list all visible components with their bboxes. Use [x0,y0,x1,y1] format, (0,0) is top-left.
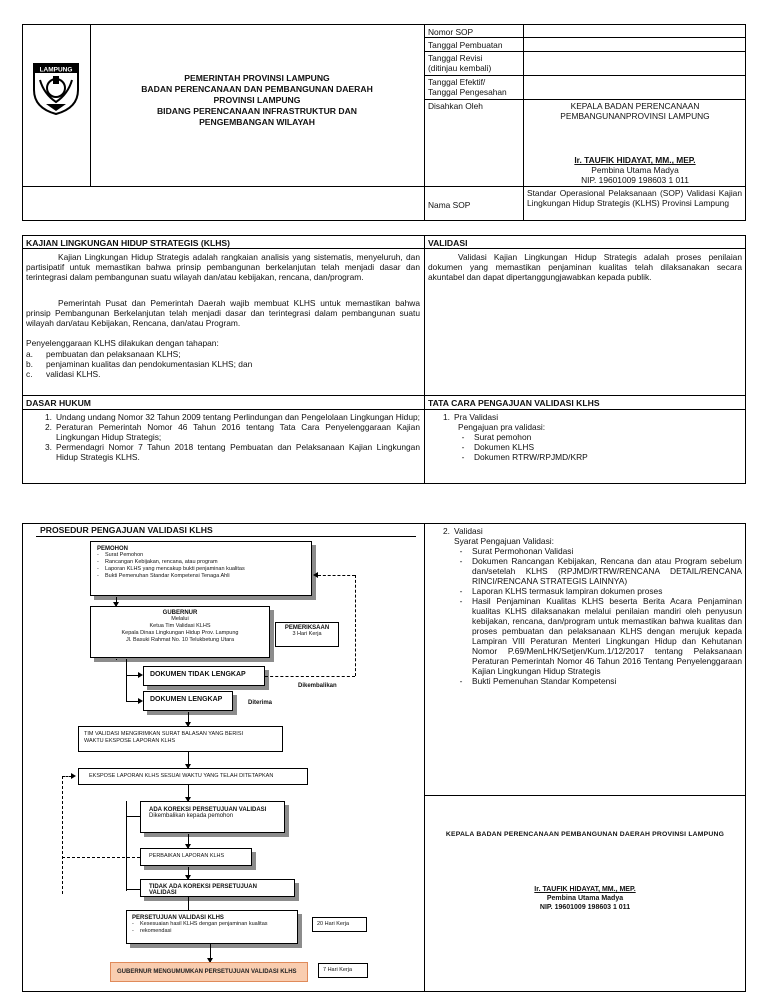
approver-name: Ir. TAUFIK HIDAYAT, MM., MEP. [574,155,696,165]
validasi-title: VALIDASI [428,238,468,248]
approver-title [526,101,744,121]
item-mark: 2. [443,526,450,536]
approver-rank: Pembina Utama Madya [591,165,679,175]
tidak-ada-koreksi-box [140,879,295,897]
list-item: - rekomendasi [132,928,172,934]
list-item [26,359,420,369]
list-item [428,412,742,422]
list-item: - Laporan KLHS yang mencakup bukti penjaminan kualitas [97,566,245,572]
item-mark: 3. [45,442,52,452]
svg-text:LAMPUNG: LAMPUNG [39,66,73,74]
pemeriksaan-title: PEMERIKSAAN [284,625,330,631]
list-item [26,412,420,422]
approver-nip: NIP. 19601009 198603 1 011 [581,175,689,185]
item-text: Laporan KLHS termasuk lampiran dokumen proses [472,586,663,596]
list-item: - Dokumen KLHS [461,442,535,452]
item-sub: Syarat Pengajuan Validasi: [454,536,554,546]
footer-sign-rank: Pembina Utama Madya [546,895,624,902]
pemohon-item: Surat Pemohon [105,552,144,558]
item-mark: 2. [45,422,52,432]
list-item [26,369,420,379]
org-line-5: PENGEMBANGAN WILAYAH [199,117,315,127]
klhs-paragraph-1: Kajian Lingkungan Hidup Strategis adalah rangkaian analisis yang sistematis, menyeluruh, dan partisipatif untuk memastikan bahwa prinsip pembangunan berkelanjutan telah menjadi dasar dan terintegrasi dalam pembangunan suatu wilayah dan/atau kebijakan, rencana, dan/program. [26,252,420,282]
persetujuan-item: Kesesuaian hasil KLHS dengan penjaminan kualitas [140,921,268,927]
tata-cara-list [428,412,742,462]
item-text: Surat pemohon [474,432,532,442]
dokumen-tidak-lengkap-box [143,666,265,686]
pemohon-item: Laporan KLHS yang mencakup bukti penjaminan kualitas [105,566,245,572]
klhs-paragraph-2: Pemerintah Pusat dan Pemerintah Daerah wajib membuat KLHS untuk memastikan bahwa prinsip Pembangunan Berkelanjutan telah menjadi dasar dan terintegrasi dalam pembangunan suatu wilayah dan/atau Kebijakan, Rencana, dan/atau Program. [26,298,420,328]
dasar-hukum-list [26,412,420,462]
gubernur-line: Kepala Dinas Lingkungan Hidup Prov. Lampung [121,630,239,636]
nama-sop-value: Standar Operasional Pelaksanaan (SOP) Validasi Kajian Lingkungan Hidup Strategis (KLHS) Provinsi Lampung [527,188,742,208]
tidak-ada-koreksi-label: TIDAK ADA KOREKSI PERSETUJUAN VALIDASI [149,884,257,896]
footer-sign-nip: NIP. 19601009 198603 1 011 [539,904,631,911]
klhs-steps [26,349,420,379]
item-mark: 1. [45,412,52,422]
list-item: - Bukti Pemenuhan Standar Kompetensi [459,676,617,686]
ekspose-label: EKSPOSE LAPORAN KLHS SESUAI WAKTU YANG TELAH DITETAPKAN [89,773,274,779]
list-item [26,442,420,462]
list-item [428,526,742,536]
list-item: - Hasil Penjaminan Kualitas KLHS beserta Berita Acara Penjaminan kualitas KLHS dilaksanakan melalui penilaian mandiri oleh penyusun kebijakan, rencana, dan/program untuk memastikan bahwa kualitas dan proses pembuatan dan pelaksanaan KLHS dengan merujuk kepada Lampiran VIII Peraturan Menteri Lingkungan Hidup dan Kehutanan Nomor P.69/MenLHK/Setjen/Kum.1/12/2017 tentang Pelaksanaan Peraturan Pemerintah Nomor 46 Tahun 2016 Tentang Penyelenggaraan Kajian Lingkungan Hidup Strategis [459,596,742,676]
list-item: - Surat Permohonan Validasi [459,546,574,556]
dokumen-lengkap-box [143,691,233,711]
pemohon-item: Rancangan Kebijakan, rencana, atau program [105,559,218,565]
label-tanggal-pengesahan: Tanggal Pengesahan [428,87,507,97]
label-disahkan-oleh: Disahkan Oleh [428,101,483,111]
org-line-2: BADAN PERENCANAAN DAN PEMBANGUNAN DAERAH [141,84,373,94]
list-item: - Surat pemohon [461,432,532,442]
hari-7-label: 7 Hari Kerja [323,967,353,973]
label-tanggal-efektif: Tanggal Efektif/ [428,77,486,87]
pemohon-box [90,541,312,596]
persetujuan-box [126,910,298,944]
ada-koreksi-box [140,801,285,833]
persetujuan-item: rekomendasi [140,928,172,934]
approver-title-1: KEPALA BADAN PERENCANAAN [570,101,700,111]
label-nama-sop: Nama SOP [428,200,471,210]
ekspose-box [78,768,308,785]
list-item: - Dokumen Rancangan Kebijakan, Rencana dan atau Program sebelum dan/setelah KLHS (RPJMD/RTRW/RENCANA DETAIL/RENCANA RINCI/RENCANA STRATEGIS LAINNYA) [459,556,742,586]
tim-validasi-line-1: TIM VALIDASI MENGIRIMKAN SURAT BALASAN YANG BERISI [84,731,244,737]
step-mark: b. [26,359,33,369]
item-mark: 1. [443,412,450,422]
step-text: pembuatan dan pelaksanaan KLHS; [46,349,181,359]
prosedur-title: PROSEDUR PENGAJUAN VALIDASI KLHS [40,525,213,535]
list-item [26,422,420,442]
arrow-down [210,944,211,962]
item-text: Dokumen RTRW/RPJMD/KRP [474,452,588,462]
pemohon-title: PEMOHON [97,546,129,552]
item-title: Validasi [454,526,483,536]
persetujuan-title: PERSETUJUAN VALIDASI KLHS [132,915,224,921]
approver-signature [526,155,744,185]
klhs-title: KAJIAN LINGKUNGAN HIDUP STRATEGIS (KLHS) [26,238,231,248]
list-item [26,349,420,359]
gubernur-box [90,606,270,658]
list-item: - Rancangan Kebijakan, rencana, atau program [97,559,218,565]
gubernur-mengumumkan-box [110,962,308,982]
label-tanggal-revisi-sub: (ditinjau kembali) [428,63,492,73]
ada-koreksi-label: ADA KOREKSI PERSETUJUAN VALIDASI [149,807,267,813]
org-line-3: PROVINSI LAMPUNG [213,95,301,105]
hari-20-box [312,917,367,932]
step-mark: a. [26,349,33,359]
gubernur-line: Jl. Basuki Rahmat No. 10 Telukbetung Utara [125,637,235,643]
label-tanggal-pembuatan: Tanggal Pembuatan [428,40,503,50]
dikembalikan-label: Dikembalikan [298,683,337,689]
validasi-syarat [428,526,742,686]
item-sub: Pengajuan pra validasi: [458,422,546,432]
footer-sign-title: KEPALA BADAN PERENCANAAN PEMBANGUNAN DAERAH PROVINSI LAMPUNG [445,831,725,838]
tidak-lengkap-label: DOKUMEN TIDAK LENGKAP [150,671,246,678]
tata-cara-title: TATA CARA PENGAJUAN VALIDASI KLHS [428,398,600,408]
item-text: Surat Permohonan Validasi [472,546,574,556]
arrow-down [188,712,189,726]
arrow-down [188,834,189,848]
tim-validasi-box [78,726,283,752]
step-text: penjaminan kualitas dan pendokumentasian KLHS; dan [46,359,253,369]
ada-koreksi-sub: Dikembalikan kepada pemohon [149,813,234,819]
list-item: - Surat Pemohon [97,552,144,558]
org-line-1: PEMERINTAH PROVINSI LAMPUNG [184,73,330,83]
gubernur-line: Melalui [171,616,189,622]
item-text: Dokumen KLHS [474,442,535,452]
arrow-down [116,597,117,606]
validasi-paragraph: Validasi Kajian Lingkungan Hidup Strategis adalah proses penilaian dokumen yang memastikan penjaminan kualitas telah dilaksanakan secara akuntabel dan dapat dipertanggungjawabkan kepada publik. [428,252,742,282]
list-item: - Bukti Pemenuhan Standar Kompetensi Tenaga Ahli [97,573,230,579]
klhs-paragraph-3: Penyelenggaraan KLHS dilakukan dengan tahapan: [26,338,219,348]
hari-20-label: 20 Hari Kerja [317,921,350,927]
pemohon-item: Bukti Pemenuhan Standar Kompetensi Tenaga Ahli [105,573,230,579]
item-text: Undang undang Nomor 32 Tahun 2009 tentang Perlindungan dan Pengelolaan Lingkungan Hidup; [56,412,420,422]
list-item: - Dokumen RTRW/RPJMD/KRP [461,452,588,462]
hari-7-box [318,963,368,978]
arrow-down [188,752,189,768]
gubernur-line: Ketua Tim Validasi KLHS [149,623,211,629]
lengkap-label: DOKUMEN LENGKAP [150,696,223,703]
perbaikan-label: PERBAIKAN LAPORAN KLHS [149,853,225,859]
pemeriksaan-box [275,622,339,647]
tim-validasi-line-2: WAKTU EKSPOSE LAPORAN KLHS [84,738,176,744]
item-title: Pra Validasi [454,412,499,422]
diterima-label: Diterima [248,700,273,706]
item-text: Bukti Pemenuhan Standar Kompetensi [472,676,617,686]
arrow-down [188,785,189,801]
item-text: Dokumen Rancangan Kebijakan, Rencana dan atau Program sebelum dan/setelah KLHS (RPJMD/RTRW/RENCANA DETAIL/RENCANA RINCI/RENCANA STRATEGIS LAINNYA) [472,556,742,586]
step-mark: c. [26,369,33,379]
org-line-4: BIDANG PERENCANAAN INFRASTRUKTUR DAN [156,106,358,116]
perbaikan-box [140,848,252,866]
item-text: Permendagri Nomor 7 Tahun 2018 tentang Pembuatan dan Pelaksanaan Kajian Lingkungan Hidup Strategis KLHS. [56,442,420,462]
pemeriksaan-sub: 3 Hari Kerja [292,631,322,637]
gubernur-mengumumkan-label: GUBERNUR MENGUMUMKAN PERSETUJUAN VALIDASI KLHS [117,969,297,975]
step-text: validasi KLHS. [46,369,101,379]
approver-title-2: PEMBANGUNANPROVINSI LAMPUNG [560,111,710,121]
org-title [130,73,384,128]
list-item: - Laporan KLHS termasuk lampiran dokumen proses [459,586,663,596]
footer-sign-name: Ir. TAUFIK HIDAYAT, MM., MEP. [534,886,636,893]
dasar-hukum-title: DASAR HUKUM [26,398,91,408]
label-nomor-sop: Nomor SOP [428,27,474,37]
label-tanggal-revisi: Tanggal Revisi [428,53,483,63]
item-text: Hasil Penjaminan Kualitas KLHS beserta Berita Acara Penjaminan kualitas KLHS dilaksanakan melalui penilaian mandiri oleh penyusun kebijakan, rencana, dan/program untuk memastikan bahwa kualitas dan proses pembuatan dan pelaksanaan KLHS dengan merujuk kepada Lampiran VIII Peraturan Menteri Lingkungan Hidup dan Kehutanan Nomor P.69/MenLHK/Setjen/Kum.1/12/2017 tentang Pelaksanaan Peraturan Pemerintah Nomor 46 Tahun 2016 Tentang Penyelenggaraan Kajian Lingkungan Hidup Strategis [472,596,742,676]
gubernur-title: GUBERNUR [162,610,198,616]
item-text: Peraturan Pemerintah Nomor 46 Tahun 2016 tentang Tata Cara Penyelenggaraan Kajian Lingkungan Hidup Strategis; [56,422,420,442]
arrow-down [188,867,189,879]
list-item: - Kesesuaian hasil KLHS dengan penjaminan kualitas [132,921,268,927]
lampung-logo [30,60,82,116]
footer-signature [426,885,744,912]
